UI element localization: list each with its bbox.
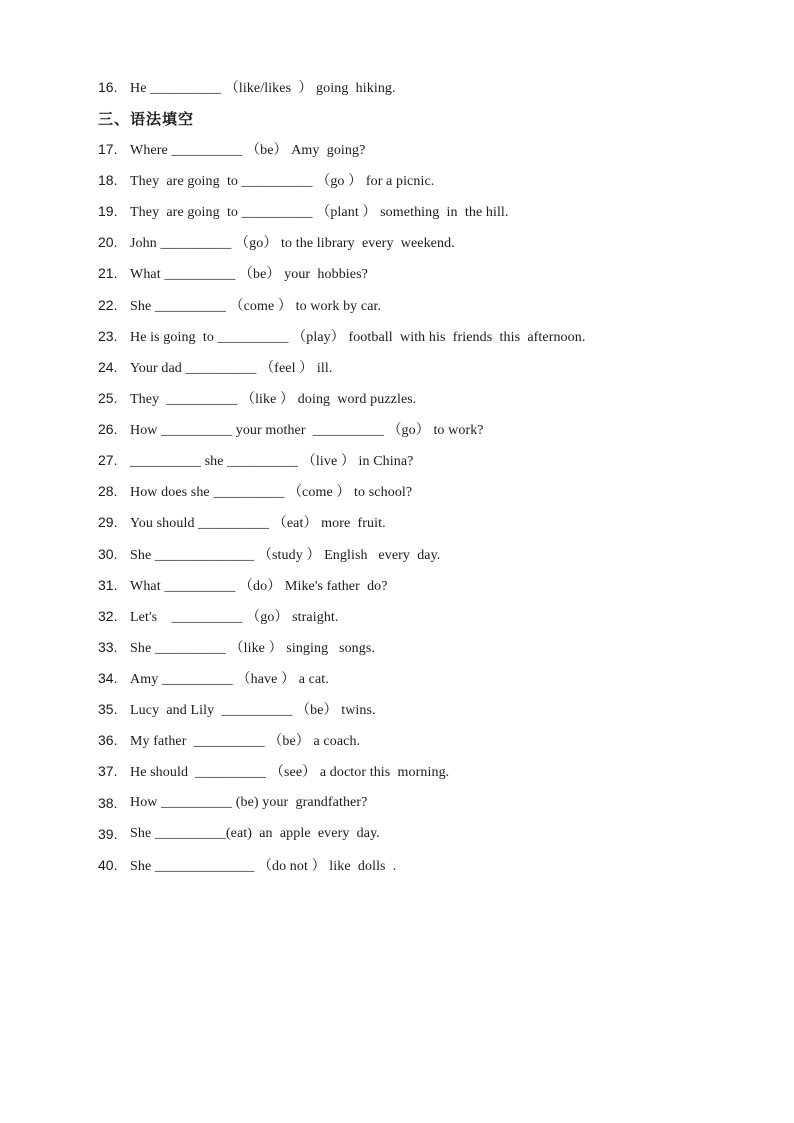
item-number: 30. bbox=[98, 546, 118, 562]
item-text: She __________(eat) an apple every day. bbox=[130, 826, 380, 841]
item-text: Let's __________ （go） straight. bbox=[130, 610, 339, 625]
item-text: Amy __________ （have ） a cat. bbox=[130, 672, 329, 687]
exercise-item bbox=[98, 667, 329, 689]
item-text: Lucy and Lily __________ （be） twins. bbox=[130, 703, 376, 718]
item-text: What __________ （be） your hobbies? bbox=[130, 267, 368, 282]
item-number: 21. bbox=[98, 265, 118, 281]
exercise-item bbox=[98, 356, 332, 378]
item-text: He __________ （like/likes ） going hiking. bbox=[130, 81, 396, 96]
exercise-item bbox=[98, 854, 396, 876]
exercise-item bbox=[98, 418, 484, 440]
item-text: __________ she __________ （live ） in China? bbox=[130, 454, 414, 469]
exercise-item bbox=[98, 200, 509, 222]
item-number: 34. bbox=[98, 670, 118, 686]
item-number: 16. bbox=[98, 79, 118, 95]
item-text: They are going to __________ （plant ） something in the hill. bbox=[130, 205, 509, 220]
item-text: How __________ your mother __________ （go） to work? bbox=[130, 423, 484, 438]
item-text: How does she __________ （come ） to school? bbox=[130, 485, 413, 500]
item-text: She __________ （like ） singing songs. bbox=[130, 641, 376, 656]
item-text: What __________ （do） Mike's father do? bbox=[130, 579, 388, 594]
item-number: 40. bbox=[98, 857, 118, 873]
item-number: 38. bbox=[98, 795, 118, 811]
item-number: 32. bbox=[98, 608, 118, 624]
exercise-item bbox=[98, 480, 412, 502]
item-number: 24. bbox=[98, 359, 118, 375]
exercise-item bbox=[98, 449, 414, 471]
exercise-item bbox=[98, 138, 365, 160]
item-number: 36. bbox=[98, 732, 118, 748]
exercise-item bbox=[98, 792, 367, 814]
item-number: 29. bbox=[98, 514, 118, 530]
item-text: She ______________ （study ） English every day. bbox=[130, 548, 441, 563]
item-text: You should __________ （eat） more fruit. bbox=[130, 516, 386, 531]
item-number: 18. bbox=[98, 172, 118, 188]
exercise-item bbox=[98, 543, 440, 565]
item-text: How __________ (be) your grandfather? bbox=[130, 795, 368, 810]
exercise-item bbox=[98, 325, 585, 347]
exercise-item bbox=[98, 823, 380, 845]
item-text: She ______________ （do not ） like dolls . bbox=[130, 859, 397, 874]
exercise-item bbox=[98, 729, 360, 751]
section-title: 三、语法填空 bbox=[98, 109, 195, 128]
item-number: 27. bbox=[98, 452, 118, 468]
exercise-item bbox=[98, 605, 339, 627]
exercise-item bbox=[98, 511, 386, 533]
item-number: 28. bbox=[98, 483, 118, 499]
exercise-item bbox=[98, 574, 388, 596]
item-text: They are going to __________ （go ） for a picnic. bbox=[130, 174, 435, 189]
item-number: 17. bbox=[98, 141, 118, 157]
item-text: He is going to __________ （play） football with his friends this afternoon. bbox=[130, 330, 586, 345]
item-text: Where __________ （be） Amy going? bbox=[130, 143, 366, 158]
item-number: 20. bbox=[98, 234, 118, 250]
item-number: 35. bbox=[98, 701, 118, 717]
exercise-item bbox=[98, 262, 368, 284]
item-number: 33. bbox=[98, 639, 118, 655]
exercise-item bbox=[98, 231, 455, 253]
exercise-item bbox=[98, 698, 376, 720]
item-text: Your dad __________ （feel ） ill. bbox=[130, 361, 333, 376]
item-text: John __________ （go） to the library every weekend. bbox=[130, 236, 455, 251]
exercise-item bbox=[98, 294, 381, 316]
exercise-item bbox=[98, 387, 416, 409]
item-text: She __________ （come ） to work by car. bbox=[130, 299, 382, 314]
item-text: My father __________ （be） a coach. bbox=[130, 734, 361, 749]
item-text: He should __________ （see） a doctor this morning. bbox=[130, 765, 450, 780]
item-text: They __________ （like ） doing word puzzles. bbox=[130, 392, 417, 407]
item-number: 31. bbox=[98, 577, 118, 593]
item-number: 25. bbox=[98, 390, 118, 406]
item-number: 22. bbox=[98, 297, 118, 313]
item-number: 39. bbox=[98, 826, 118, 842]
item-number: 19. bbox=[98, 203, 118, 219]
exercise-item bbox=[98, 760, 449, 782]
exercise-item bbox=[98, 636, 375, 658]
item-number: 26. bbox=[98, 421, 118, 437]
exercise-item bbox=[98, 76, 396, 98]
item-number: 37. bbox=[98, 763, 118, 779]
item-number: 23. bbox=[98, 328, 118, 344]
exercise-item bbox=[98, 169, 434, 191]
